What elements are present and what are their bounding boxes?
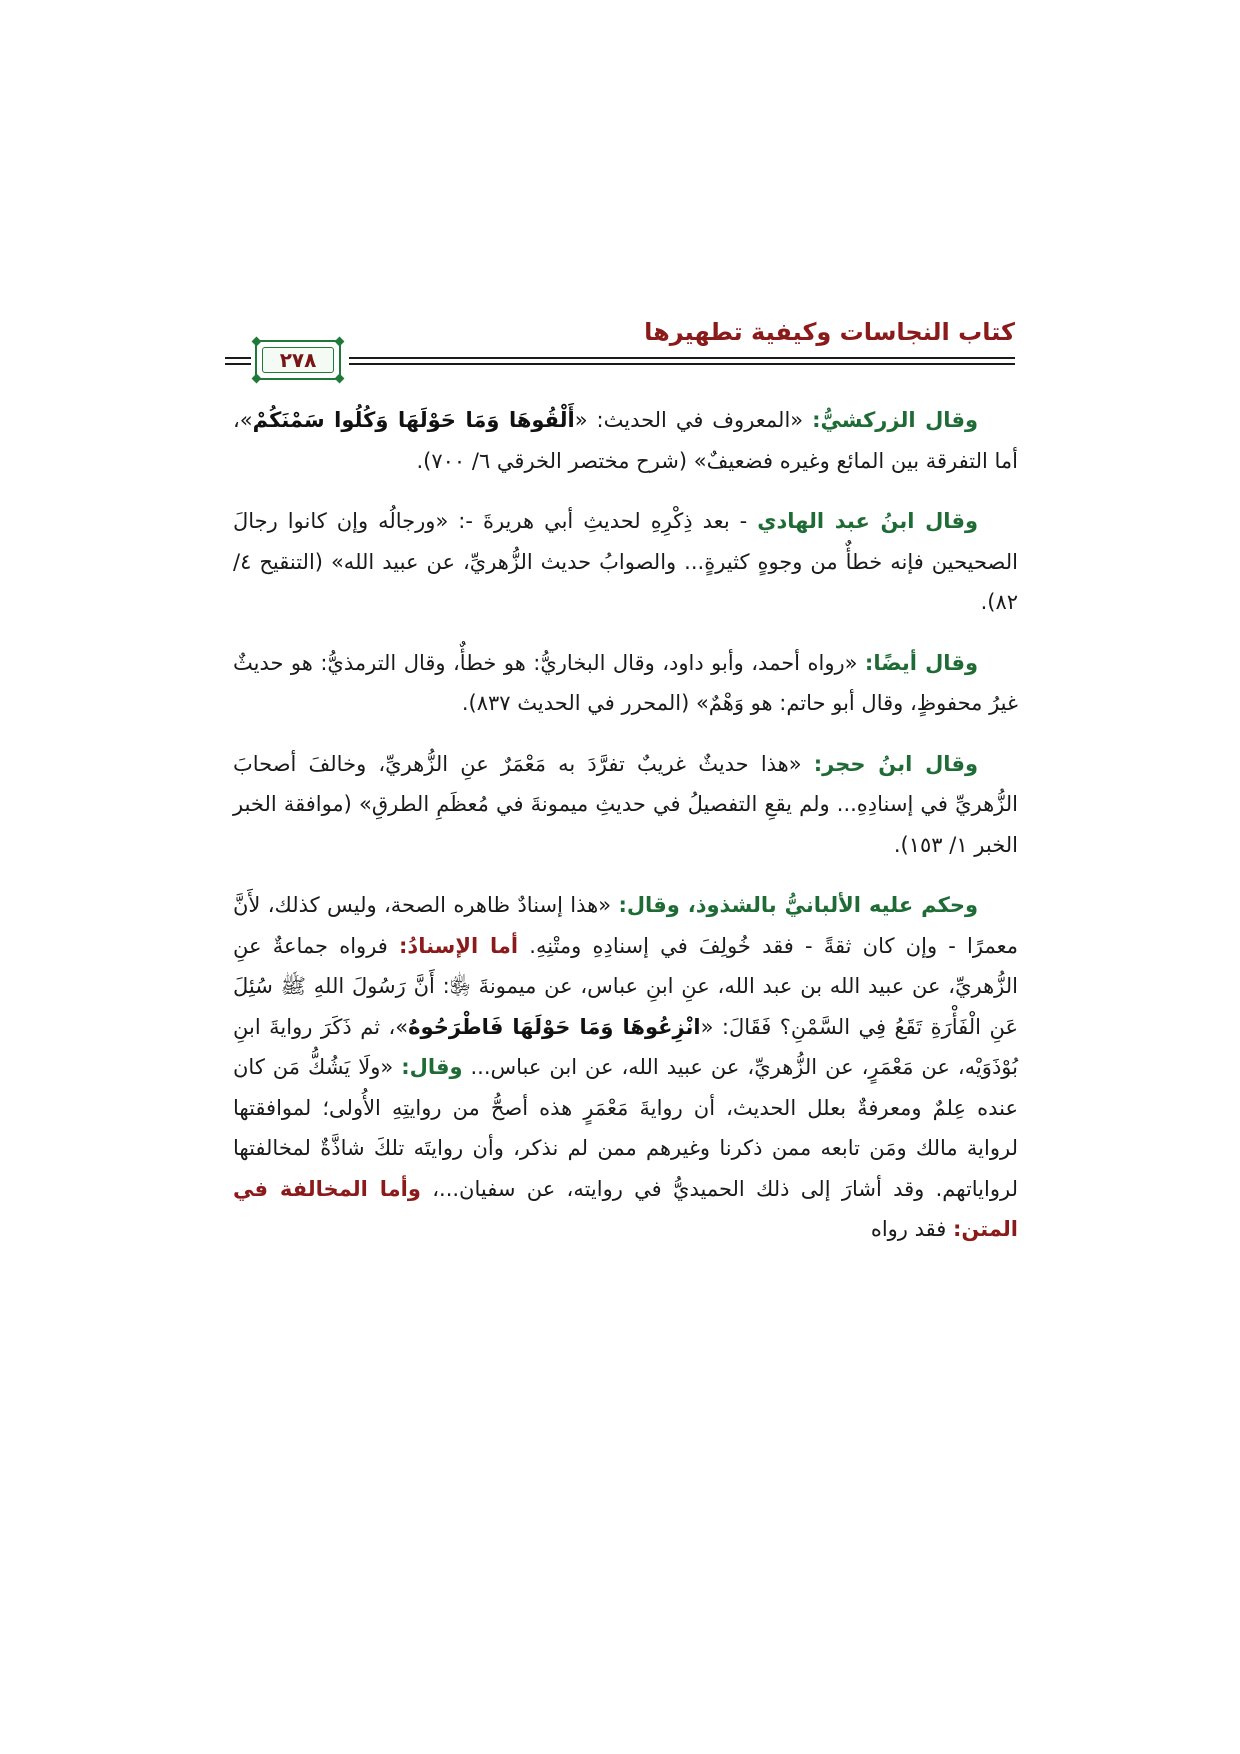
- speaker-label: وحكم عليه الألبانيُّ بالشذوذ، وقال:: [618, 893, 979, 917]
- quote-text: «رواه أحمد، وأبو داود، وقال البخاريُّ: هو خطأٌ، وقال الترمذيُّ: هو حديثٌ غيرُ محفوظٍ، وقال أبو حاتم: هو وَهْمٌ» (المحرر في الحديث ٨٣٧).: [233, 650, 1018, 715]
- speaker-label: وقال الزركشيُّ:: [812, 408, 978, 432]
- paragraph-also: [233, 643, 1018, 724]
- book-title: كتاب النجاسات وكيفية تطهيرها: [644, 318, 1015, 346]
- quote-text: »، أما التفرقة بين المائع وغيره فضعيفٌ» (شرح مختصر الخرقي ٦/ ٧٠٠).: [233, 408, 1018, 473]
- paragraph-ibn-abd-al-hadi: [233, 501, 1018, 623]
- page-number-badge: [255, 340, 341, 380]
- section-label-isnad: أما الإسنادُ:: [399, 933, 519, 958]
- hadith-text: أَلْقُوهَا وَمَا حَوْلَهَا وَكُلُوا سَمْنَكُمْ: [252, 408, 575, 432]
- header-rule-left-top: [225, 357, 251, 359]
- speaker-label: وقال ابنُ حجر:: [813, 751, 978, 776]
- page-body: [233, 400, 1018, 1250]
- page-number: ٢٧٨: [279, 348, 317, 372]
- speaker-label: وقال:: [401, 1055, 463, 1079]
- speaker-label: وقال أيضًا:: [864, 650, 978, 675]
- quote-text: - بعد ذِكْرِهِ لحديثِ أبي هريرةَ -: «ورجالُه وإن كانوا رجالَ الصحيحين فإنه خطأٌ من وجوهٍ كثيرةٍ... والصوابُ حديث الزُّهريِّ، عن عبيد الله» (التنقيح ٤/ ٨٢).: [233, 509, 1018, 614]
- quote-text: «هذا حديثٌ غريبٌ تفرَّدَ به مَعْمَرٌ عنِ الزُّهريِّ، وخالفَ أصحابَ الزُّهريِّ في إسنادِهِ... ولم يقعِ التفصيلُ في حديثِ ميمونةَ في مُعظَمِ الطرقِ» (موافقة الخبر الخبر ١/ ١٥٣).: [233, 751, 1018, 857]
- quote-text: »، ثم ذَكَرَ روايةَ ابنِ بُوْذَوَيْه، عن مَعْمَرٍ، عن الزُّهريِّ، عن عبيد الله، عن ابن عباس...: [233, 1014, 1018, 1079]
- quote-text: فقد رواه: [870, 1217, 953, 1241]
- quote-text: «ولَا يَشُكُّ مَن كان عنده عِلمٌ ومعرفةٌ بعلل الحديث، أن روايةَ مَعْمَرٍ هذه أصحُّ من روايتِهِ الأُولى؛ لموافقتها لرواية مالك ومَن تابعه ممن ذكرنا وغيرهم ممن لم نذكر، وأن روايتَه تلكَ شاذَّةٌ لمخالفتها لرواياتهم. وقد أشارَ إلى ذلك الحميديُّ في روايته، عن سفيان...،: [233, 1055, 1018, 1201]
- header-rule-left-bottom: [225, 363, 251, 365]
- paragraph-ibn-hajar: [233, 744, 1018, 866]
- paragraph-zarkashi: [233, 400, 1018, 481]
- paragraph-albani: [233, 885, 1018, 1250]
- quote-text: «المعروف في الحديث: «: [574, 408, 813, 432]
- page-header: [225, 318, 1015, 388]
- header-rule-bottom: [349, 363, 1015, 365]
- quote-text: فرواه جماعةٌ عنِ الزُّهريِّ، عن عبيد الله بن عبد الله، عنِ ابنِ عباس، عن ميمونةَ ﵂: أَنَّ رَسُولَ اللهِ ﷺ سُئِلَ عَنِ الْفَأْرَةِ تَقَعُ فِي السَّمْنِ؟ فَقَالَ: «: [233, 933, 1018, 1039]
- header-rule-top: [349, 357, 1015, 359]
- hadith-text: انْزِعُوهَا وَمَا حَوْلَهَا فَاطْرَحُوهُ: [408, 1014, 701, 1039]
- speaker-label: وقال ابنُ عبد الهادي: [757, 509, 978, 533]
- quote-text: «هذا إسنادٌ ظاهره الصحة، وليس كذلك، لأَنَّ معمرًا - وإن كان ثقةً - فقد خُولِفَ في إسنادِهِ ومتْنِهِ.: [233, 893, 1018, 958]
- section-label-matn: وأما المخالفة في المتن:: [233, 1176, 1018, 1241]
